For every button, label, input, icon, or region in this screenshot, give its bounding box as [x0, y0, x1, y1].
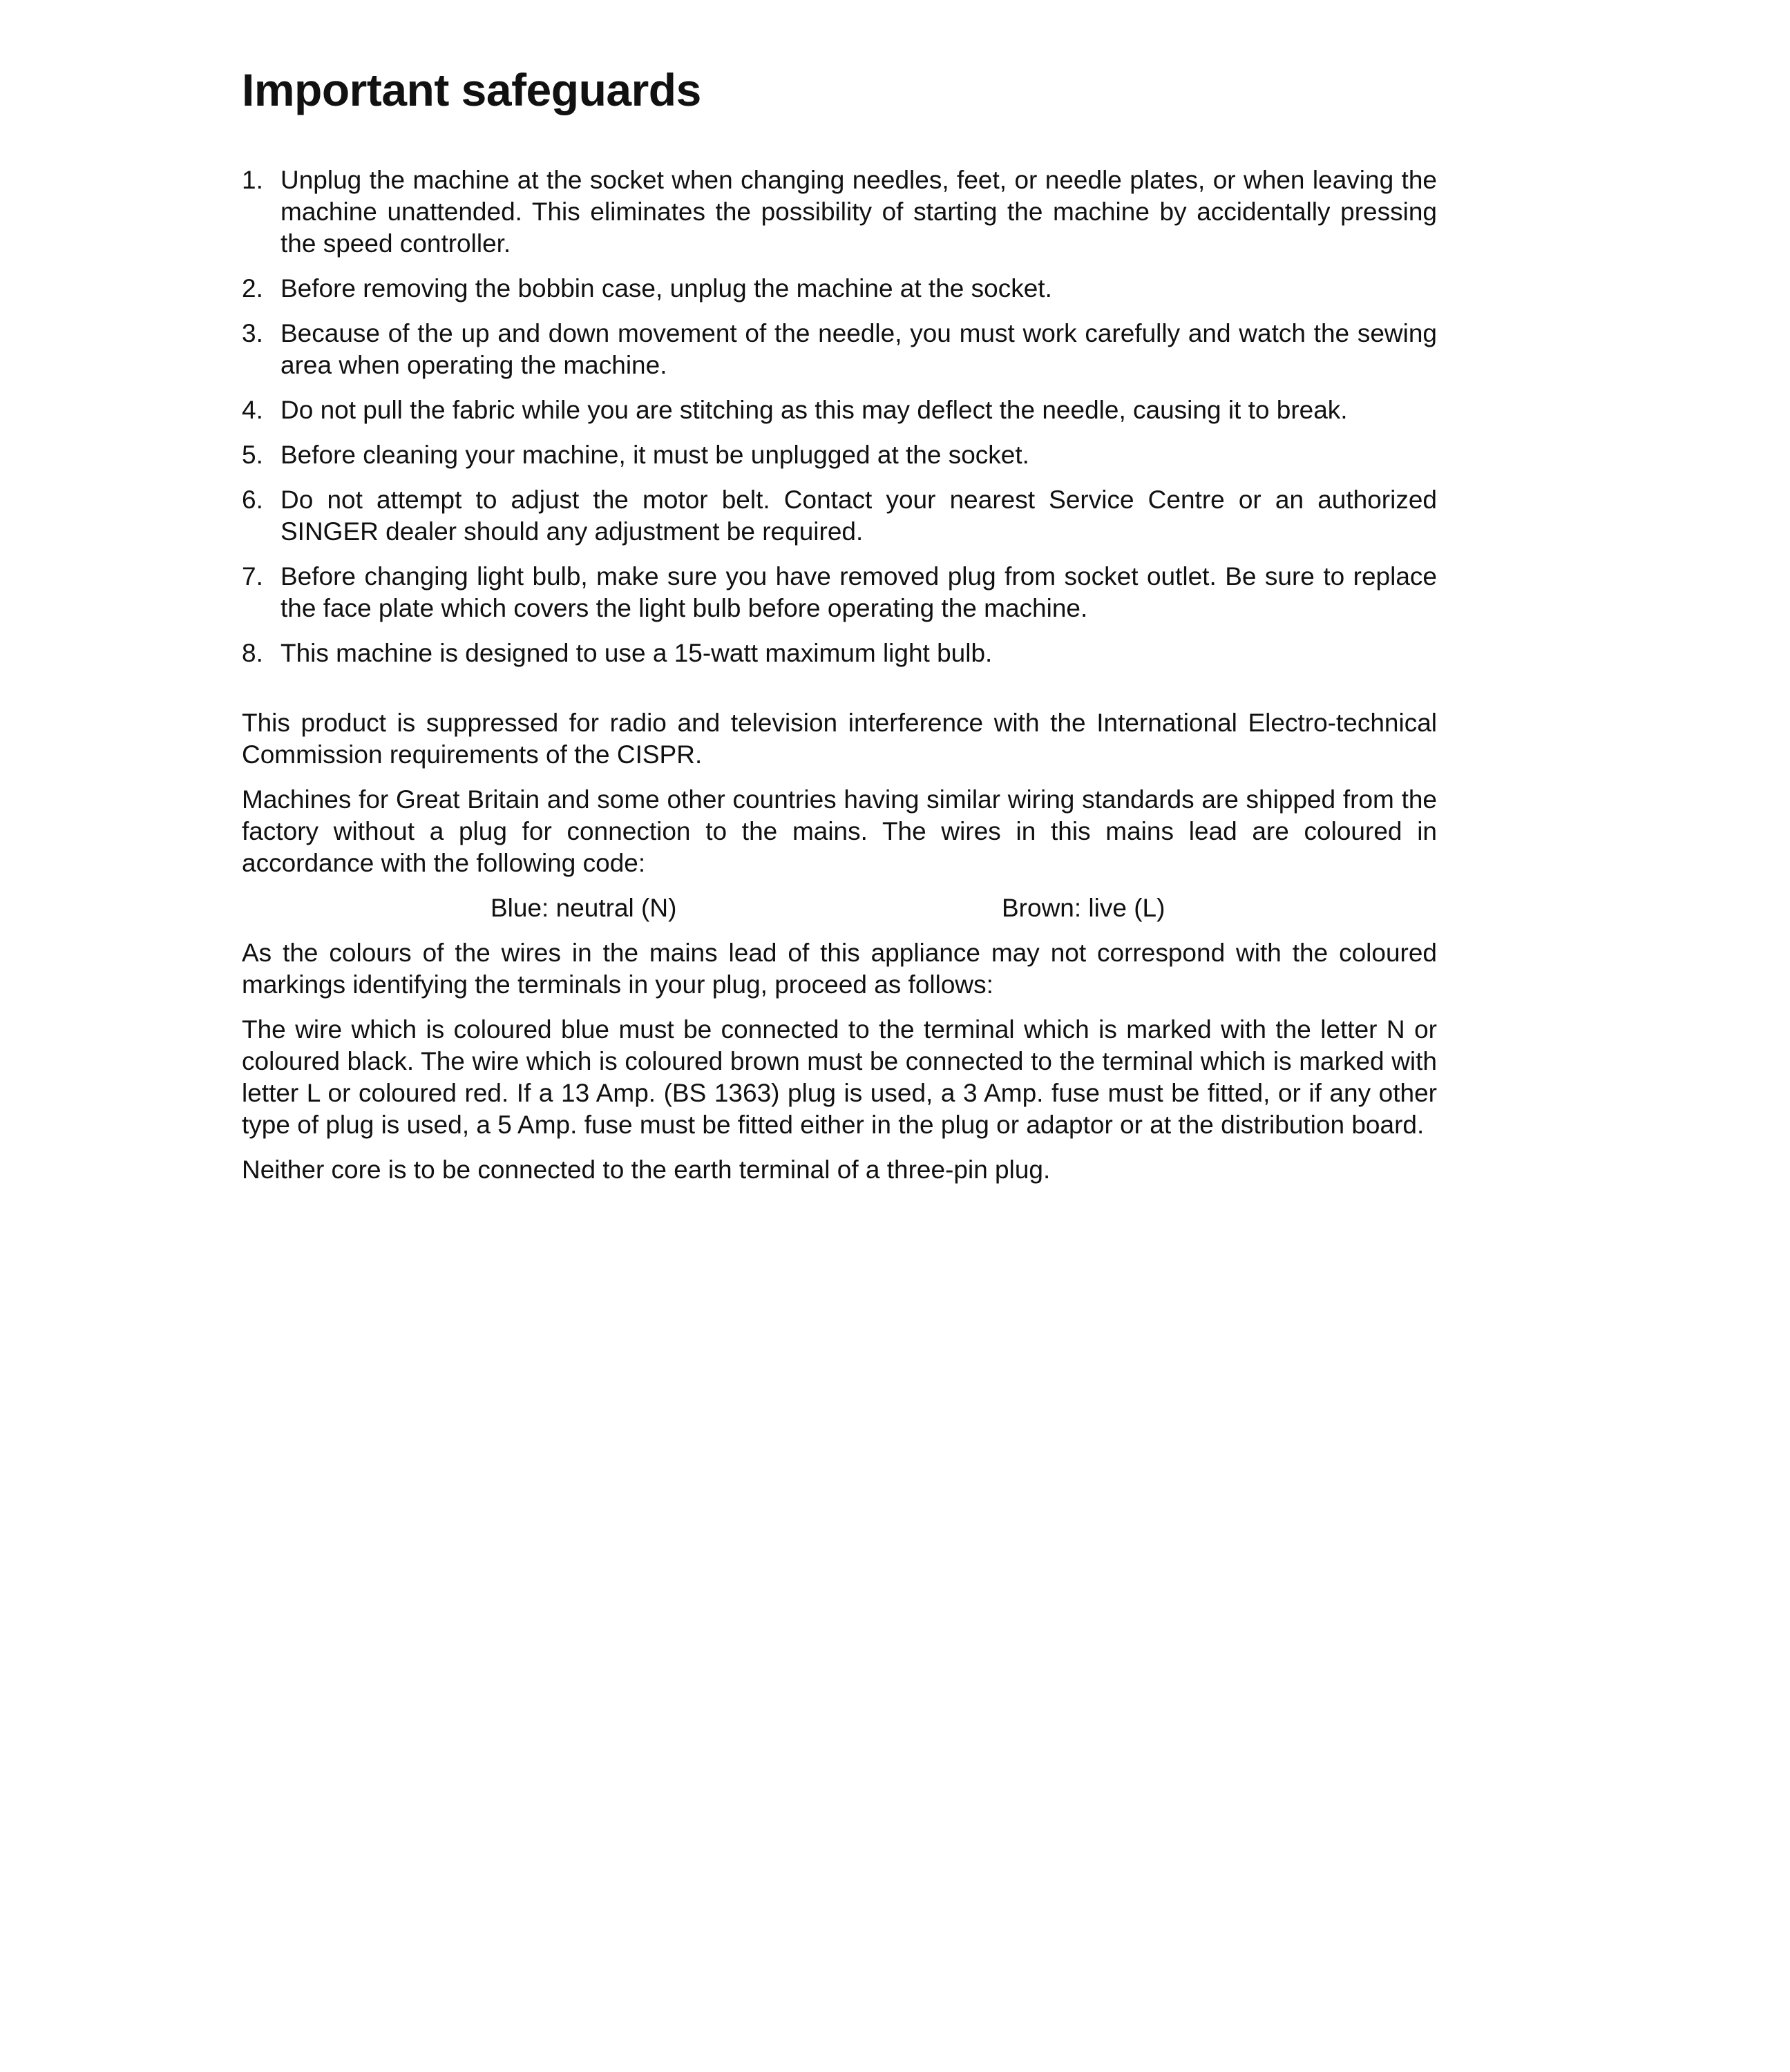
- item-number: 2.: [242, 274, 263, 303]
- item-number: 7.: [242, 562, 263, 591]
- item-text: Do not attempt to adjust the motor belt. Contact your nearest Service Centre or an authorized SINGER dealer should any adjustment be required.: [280, 486, 1437, 546]
- brown-wire-code: Brown: live (L): [1002, 894, 1165, 922]
- item-text: Before changing light bulb, make sure you have removed plug from socket outlet. Be sure to replace the face plate which covers the light bulb before operating the machine.: [280, 562, 1437, 622]
- item-text: Because of the up and down movement of the needle, you must work carefully and watch the sewing area when operating the machine.: [280, 319, 1437, 379]
- earth-note-paragraph: Neither core is to be connected to the earth terminal of a three-pin plug.: [242, 1155, 1051, 1184]
- list-item: [242, 484, 1437, 548]
- list-item: [242, 394, 1437, 426]
- item-number: 1.: [242, 166, 263, 194]
- item-number: 5.: [242, 441, 263, 469]
- item-text: This machine is designed to use a 15-watt maximum light bulb.: [280, 639, 993, 667]
- list-item: [242, 637, 1437, 669]
- wire-colour-code: [242, 892, 1437, 924]
- suppression-paragraph: This product is suppressed for radio and television interference with the International Electro-technical Commission requirements of the CISPR.: [242, 709, 1437, 769]
- item-text: Before removing the bobbin case, unplug the machine at the socket.: [280, 274, 1052, 303]
- item-number: 6.: [242, 486, 263, 514]
- page-title: Important safeguards: [242, 64, 701, 115]
- item-number: 3.: [242, 319, 263, 347]
- document-page: [242, 62, 1437, 1199]
- list-item: [242, 561, 1437, 624]
- item-number: 4.: [242, 396, 263, 424]
- safeguards-list: [242, 164, 1437, 669]
- list-item: [242, 318, 1437, 381]
- item-number: 8.: [242, 639, 263, 667]
- item-text: Before cleaning your machine, it must be unplugged at the socket.: [280, 441, 1029, 469]
- item-text: Unplug the machine at the socket when changing needles, feet, or needle plates, or when leaving the machine unattended. This eliminates the possibility of starting the machine by accidentally pressing the speed controller.: [280, 166, 1437, 258]
- list-item: [242, 164, 1437, 260]
- list-item: [242, 439, 1437, 471]
- colours-note-paragraph: As the colours of the wires in the mains lead of this appliance may not correspond with the coloured markings identifying the terminals in your plug, proceed as follows:: [242, 939, 1437, 999]
- wiring-intro-paragraph: Machines for Great Britain and some other countries having similar wiring standards are shipped from the factory without a plug for connection to the mains. The wires in this mains lead are coloured in accordance with the following code:: [242, 785, 1437, 877]
- item-text: Do not pull the fabric while you are stitching as this may deflect the needle, causing it to break.: [280, 396, 1348, 424]
- connection-instructions-paragraph: The wire which is coloured blue must be connected to the terminal which is marked with the letter N or coloured black. The wire which is coloured brown must be connected to the terminal which is marked with letter L or coloured red. If a 13 Amp. (BS 1363) plug is used, a 3 Amp. fuse must be fitted, or if any other type of plug is used, a 5 Amp. fuse must be fitted either in the plug or adaptor or at the distribution board.: [242, 1015, 1437, 1139]
- blue-wire-code: Blue: neutral (N): [491, 894, 677, 922]
- list-item: [242, 273, 1437, 305]
